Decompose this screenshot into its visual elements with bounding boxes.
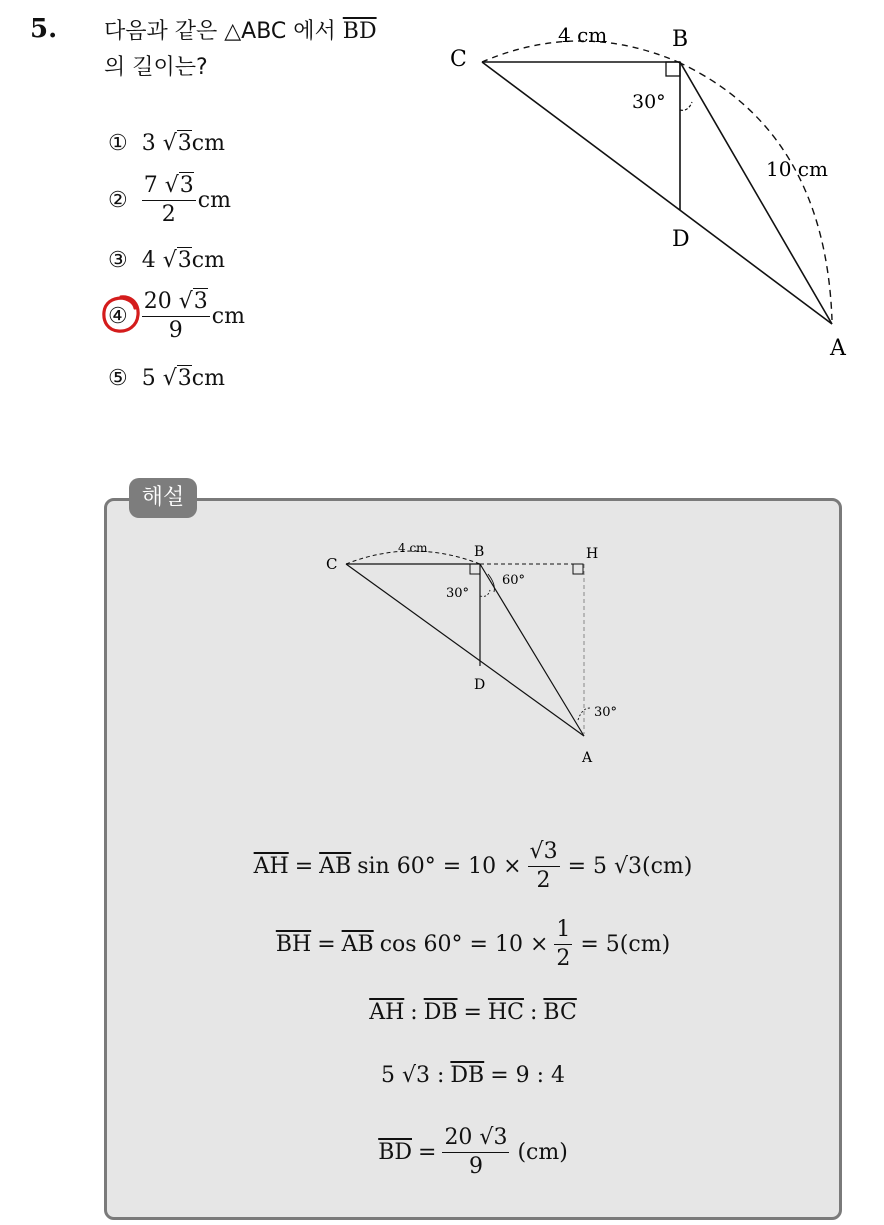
label-a: A [830,336,846,361]
equation-5: $\overline{BD}$ = $\frac{20 √3}{9}$ (cm) [378,1125,568,1179]
choice-number: ⑤ [108,366,128,391]
question-text [104,14,377,86]
label-angle: 30° [632,91,666,113]
question-line2: 의 길이는? [104,55,208,80]
choice-1[interactable] [108,131,225,156]
choice-unit: cm [197,188,231,213]
choice-fraction: $\frac{7 √3}{2}$ [143,173,194,227]
label-b: B [672,27,689,52]
question-number: 5. [30,14,58,44]
equation-1: $\overline{AH}$ = $\overline{AB}$ sin 60° = 10 × $\frac{√3}{2}$ = 5 √3(cm) [253,839,693,893]
choice-value: 4 √3cm [141,248,225,273]
svg-text:30°: 30° [594,705,618,720]
equation-2: $\overline{BH}$ = $\overline{AB}$ cos 60° = 10 × $\frac{1}{2}$ = 5(cm) [275,917,671,971]
svg-text:4 cm: 4 cm [398,541,428,555]
svg-text:D: D [474,677,486,693]
choice-5[interactable] [108,366,225,391]
svg-text:C: C [326,555,338,573]
choice-value: 5 √3cm [141,366,225,391]
label-ab-length: 10 cm [766,157,828,181]
svg-text:A: A [582,750,593,766]
choice-unit: cm [211,304,245,329]
choice-3[interactable] [108,248,225,273]
answer-mark-circle [101,294,141,334]
equation-4: 5 √3 : $\overline{DB}$ = 9 : 4 [380,1063,566,1088]
label-bc-length: 4 cm [558,23,608,47]
equation-3: $\overline{AH}$ : $\overline{DB}$ = $\overline{HC}$ : $\overline{BC}$ [369,1000,577,1025]
label-d: D [672,227,690,252]
side-ba [680,62,832,324]
question-line1: 다음과 같은 △ABC 에서 [104,19,336,44]
svg-text:60°: 60° [502,573,526,588]
segment-bd: $\overline{BD}$ [342,19,377,44]
triangle-figure [430,20,870,370]
solution-tag: 해설 [129,478,197,518]
choice-number: ② [108,188,128,213]
svg-text:B: B [474,544,485,560]
right-angle-mark [666,62,680,76]
angle-arc [680,102,692,110]
choice-number: ① [108,131,128,156]
choice-number: ③ [108,248,128,273]
solution-figure [320,536,620,772]
label-c: C [450,47,467,72]
svg-text:30°: 30° [446,586,470,601]
choice-value: 3 √3cm [141,131,225,156]
choice-2[interactable] [108,172,231,229]
choice-fraction: $\frac{20 √3}{9}$ [143,289,208,343]
choice-number: ④ [108,304,128,329]
svg-text:H: H [586,546,599,562]
